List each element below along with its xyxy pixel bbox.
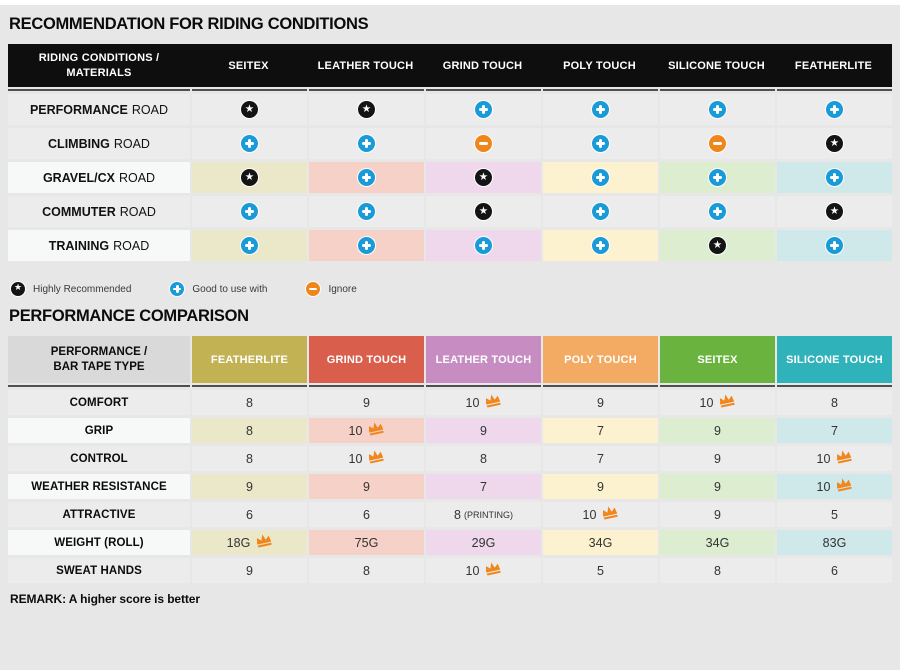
- performance-cell: [192, 474, 307, 499]
- performance-cell: [660, 530, 775, 555]
- plus-icon: [825, 168, 844, 187]
- cell-value: 5: [831, 507, 838, 522]
- riding-table-title: RECOMMENDATION FOR RIDING CONDITIONS: [9, 14, 369, 33]
- riding-table-corner-header: [8, 44, 190, 87]
- cell-value: 9: [363, 479, 370, 494]
- cell-value: 75G: [354, 535, 379, 550]
- crown-icon: [834, 447, 854, 464]
- cell-value: 6: [246, 507, 253, 522]
- riding-cell: [426, 162, 541, 193]
- legend-label: Good to use with: [192, 283, 268, 295]
- riding-table-body: [8, 94, 892, 261]
- riding-cell: [426, 230, 541, 261]
- cell-value: 18G: [226, 535, 251, 550]
- crown-icon: [483, 391, 503, 408]
- riding-cell: [660, 230, 775, 261]
- performance-cell: [777, 530, 892, 555]
- crown-icon: [600, 503, 620, 520]
- cell-value: 9: [597, 395, 604, 410]
- star-icon: ★: [240, 100, 259, 119]
- underline-segment: [8, 89, 190, 91]
- riding-cell: [660, 162, 775, 193]
- plus-icon: [474, 236, 493, 255]
- performance-row-label: GRIP: [8, 418, 190, 443]
- plus-icon: [708, 168, 727, 187]
- underline-segment: [426, 385, 541, 387]
- riding-cell: [426, 128, 541, 159]
- legend-minus-icon: [305, 281, 321, 297]
- star-icon: ★: [825, 134, 844, 153]
- riding-row-climbing: [8, 128, 892, 159]
- star-icon: ★: [474, 168, 493, 187]
- cell-value: 34G: [588, 535, 613, 550]
- cell-value: 10: [348, 451, 363, 466]
- performance-cell: [309, 558, 424, 583]
- performance-cell: [777, 558, 892, 583]
- cell-value: 8: [831, 395, 838, 410]
- cell-value: 7: [480, 479, 487, 494]
- performance-cell: [426, 558, 541, 583]
- riding-row-commuter: [8, 196, 892, 227]
- riding-cell: [309, 162, 424, 193]
- performance-table-corner-header: [8, 336, 190, 383]
- riding-cell: [660, 128, 775, 159]
- underline-segment: [777, 89, 892, 91]
- underline-segment: [777, 385, 892, 387]
- star-icon: ★: [474, 202, 493, 221]
- performance-cell: [426, 418, 541, 443]
- page: [0, 5, 900, 606]
- legend-item-ignore: [305, 281, 356, 297]
- plus-icon: [825, 236, 844, 255]
- riding-cell: [426, 196, 541, 227]
- performance-row-sweat-hands: [8, 558, 892, 583]
- performance-cell: [543, 502, 658, 527]
- riding-row-training: [8, 230, 892, 261]
- riding-cell: [777, 94, 892, 125]
- underline-segment: [660, 89, 775, 91]
- riding-cell: [660, 196, 775, 227]
- underline-segment: [309, 385, 424, 387]
- legend-plus-icon: [169, 281, 185, 297]
- cell-value: 8: [714, 563, 721, 578]
- performance-table-body: [8, 390, 892, 583]
- column-header-leather-touch: LEATHER TOUCH: [426, 336, 541, 383]
- column-header-grind-touch: GRIND TOUCH: [309, 336, 424, 383]
- underline-segment: [192, 385, 307, 387]
- cell-value: 10: [348, 423, 363, 438]
- underline-segment: [660, 385, 775, 387]
- performance-cell: [660, 474, 775, 499]
- performance-cell: [543, 474, 658, 499]
- riding-cell: [777, 230, 892, 261]
- performance-cell: [660, 446, 775, 471]
- underline-segment: [543, 89, 658, 91]
- cell-value: 5: [597, 563, 604, 578]
- plus-icon: [474, 100, 493, 119]
- performance-table-title: PERFORMANCE COMPARISON: [9, 306, 249, 325]
- plus-icon: [591, 168, 610, 187]
- riding-row-label: PERFORMANCE ROAD: [8, 94, 190, 125]
- cell-value-suffix: (PRINTING): [463, 509, 513, 520]
- performance-table-header-underline: [8, 385, 892, 387]
- column-header-silicone-touch: SILICONE TOUCH: [668, 59, 765, 72]
- performance-cell: [309, 502, 424, 527]
- riding-cell: [777, 162, 892, 193]
- underline-segment: [309, 89, 424, 91]
- riding-conditions-table: [8, 44, 892, 261]
- corner-line1: RIDING CONDITIONS /: [38, 52, 160, 65]
- plus-icon: [591, 134, 610, 153]
- plus-icon: [591, 202, 610, 221]
- plus-icon: [357, 168, 376, 187]
- performance-cell: [543, 558, 658, 583]
- crown-icon: [483, 559, 503, 576]
- legend-label: Ignore: [328, 283, 357, 295]
- column-header-featherlite: FEATHERLITE: [192, 336, 307, 383]
- riding-cell: [309, 94, 424, 125]
- cell-value: 7: [597, 451, 604, 466]
- legend: [10, 281, 892, 297]
- underline-segment: [426, 89, 541, 91]
- star-icon: ★: [240, 168, 259, 187]
- riding-table-header-row: [8, 44, 892, 87]
- performance-cell: [192, 390, 307, 415]
- performance-row-label: COMFORT: [8, 390, 190, 415]
- column-header-seitex: SEITEX: [228, 59, 269, 72]
- performance-cell: [426, 390, 541, 415]
- performance-row-label: ATTRACTIVE: [8, 502, 190, 527]
- cell-value: 10: [465, 395, 480, 410]
- plus-icon: [825, 100, 844, 119]
- riding-cell: [426, 94, 541, 125]
- plus-icon: [357, 236, 376, 255]
- crown-icon: [834, 475, 854, 492]
- riding-table-header-underline: [8, 89, 892, 91]
- underline-segment: [8, 385, 190, 387]
- riding-cell: [543, 94, 658, 125]
- performance-cell: [192, 446, 307, 471]
- cell-value: 9: [363, 395, 370, 410]
- column-header-grind-touch: GRIND TOUCH: [442, 59, 523, 72]
- performance-row-grip: [8, 418, 892, 443]
- cell-value: 8: [246, 451, 253, 466]
- plus-icon: [240, 202, 259, 221]
- riding-cell: [309, 196, 424, 227]
- performance-cell: [192, 502, 307, 527]
- performance-cell: [777, 390, 892, 415]
- cell-value: 8: [246, 423, 253, 438]
- cell-value: 6: [831, 563, 838, 578]
- riding-cell: [543, 162, 658, 193]
- riding-cell: [192, 230, 307, 261]
- riding-cell: [777, 196, 892, 227]
- riding-cell: [192, 94, 307, 125]
- performance-cell: [543, 530, 658, 555]
- cell-value: 10: [699, 395, 714, 410]
- performance-row-control: [8, 446, 892, 471]
- corner-line2: BAR TAPE TYPE: [53, 360, 145, 373]
- cell-value: 10: [582, 507, 597, 522]
- performance-cell: [309, 446, 424, 471]
- cell-value: 8: [454, 507, 461, 522]
- riding-cell: [543, 196, 658, 227]
- performance-cell: [192, 558, 307, 583]
- riding-cell: [660, 94, 775, 125]
- corner-line2: MATERIALS: [66, 66, 132, 79]
- performance-cell: [543, 390, 658, 415]
- plus-icon: [708, 100, 727, 119]
- legend-item-good-to-use-with: [169, 281, 267, 297]
- cell-value: 34G: [705, 535, 730, 550]
- cell-value: 9: [714, 479, 721, 494]
- plus-icon: [591, 100, 610, 119]
- cell-value: 7: [597, 423, 604, 438]
- riding-cell: [192, 196, 307, 227]
- performance-table-header-row: [8, 336, 892, 383]
- performance-row-comfort: [8, 390, 892, 415]
- performance-cell: [309, 390, 424, 415]
- crown-icon: [254, 531, 274, 548]
- cell-value: 10: [816, 479, 831, 494]
- cell-value: 9: [480, 423, 487, 438]
- riding-row-gravel-cx: [8, 162, 892, 193]
- crown-icon: [366, 447, 386, 464]
- cell-value: 7: [831, 423, 838, 438]
- performance-row-label: WEIGHT (ROLL): [8, 530, 190, 555]
- corner-line1: PERFORMANCE /: [50, 345, 148, 358]
- performance-cell: [309, 530, 424, 555]
- riding-row-label: TRAINING ROAD: [8, 230, 190, 261]
- cell-value: 9: [714, 507, 721, 522]
- performance-cell: [426, 530, 541, 555]
- performance-cell: [777, 418, 892, 443]
- cell-value: 29G: [471, 535, 496, 550]
- cell-value: 83G: [822, 535, 847, 550]
- minus-icon: [708, 134, 727, 153]
- riding-cell: [192, 162, 307, 193]
- plus-icon: [240, 236, 259, 255]
- cell-value: 8: [363, 563, 370, 578]
- performance-cell: [543, 446, 658, 471]
- plus-icon: [240, 134, 259, 153]
- column-header-poly-touch: POLY TOUCH: [563, 59, 636, 72]
- cell-value: 6: [363, 507, 370, 522]
- cell-value: 10: [816, 451, 831, 466]
- column-header-featherlite: FEATHERLITE: [794, 59, 873, 72]
- performance-cell: [660, 558, 775, 583]
- column-header-seitex: SEITEX: [660, 336, 775, 383]
- performance-cell: [426, 474, 541, 499]
- crown-icon: [717, 391, 737, 408]
- performance-row-weather-resistance: [8, 474, 892, 499]
- riding-row-label: COMMUTER ROAD: [8, 196, 190, 227]
- star-icon: ★: [357, 100, 376, 119]
- plus-icon: [357, 202, 376, 221]
- column-header-leather-touch: LEATHER TOUCH: [317, 59, 414, 72]
- performance-row-attractive: [8, 502, 892, 527]
- legend-item-highly-recommended: [10, 281, 131, 297]
- cell-value: 9: [597, 479, 604, 494]
- cell-value: 8: [246, 395, 253, 410]
- performance-row-weight-roll: [8, 530, 892, 555]
- riding-cell: [309, 128, 424, 159]
- riding-row-performance: [8, 94, 892, 125]
- performance-cell: [660, 418, 775, 443]
- riding-row-label: CLIMBING ROAD: [8, 128, 190, 159]
- cell-value: 9: [246, 563, 253, 578]
- riding-cell: [543, 230, 658, 261]
- performance-row-label: CONTROL: [8, 446, 190, 471]
- column-header-poly-touch: POLY TOUCH: [543, 336, 658, 383]
- performance-cell: [192, 418, 307, 443]
- minus-icon: [474, 134, 493, 153]
- remark-note: REMARK: A higher score is better: [10, 592, 200, 606]
- performance-row-label: SWEAT HANDS: [8, 558, 190, 583]
- cell-value: 8: [480, 451, 487, 466]
- performance-cell: [777, 474, 892, 499]
- riding-cell: [543, 128, 658, 159]
- riding-cell: [777, 128, 892, 159]
- column-header-silicone-touch: SILICONE TOUCH: [777, 336, 892, 383]
- riding-cell: [309, 230, 424, 261]
- performance-cell: [777, 446, 892, 471]
- cell-value: 9: [714, 423, 721, 438]
- star-icon: ★: [825, 202, 844, 221]
- riding-cell: [192, 128, 307, 159]
- cell-value: 9: [714, 451, 721, 466]
- underline-segment: [543, 385, 658, 387]
- underline-segment: [192, 89, 307, 91]
- star-icon: ★: [708, 236, 727, 255]
- performance-cell: [426, 502, 541, 527]
- plus-icon: [591, 236, 610, 255]
- performance-cell: [426, 446, 541, 471]
- performance-cell: [309, 474, 424, 499]
- plus-icon: [357, 134, 376, 153]
- performance-row-label: WEATHER RESISTANCE: [8, 474, 190, 499]
- performance-cell: [309, 418, 424, 443]
- plus-icon: [708, 202, 727, 221]
- crown-icon: [366, 419, 386, 436]
- performance-cell: [543, 418, 658, 443]
- performance-cell: [192, 530, 307, 555]
- performance-cell: [660, 502, 775, 527]
- cell-value: 10: [465, 563, 480, 578]
- legend-star-icon: ★: [10, 281, 26, 297]
- performance-cell: [660, 390, 775, 415]
- riding-row-label: GRAVEL/CX ROAD: [8, 162, 190, 193]
- legend-label: Highly Recommended: [33, 283, 132, 295]
- cell-value: 9: [246, 479, 253, 494]
- performance-comparison-table: [8, 336, 892, 583]
- performance-cell: [777, 502, 892, 527]
